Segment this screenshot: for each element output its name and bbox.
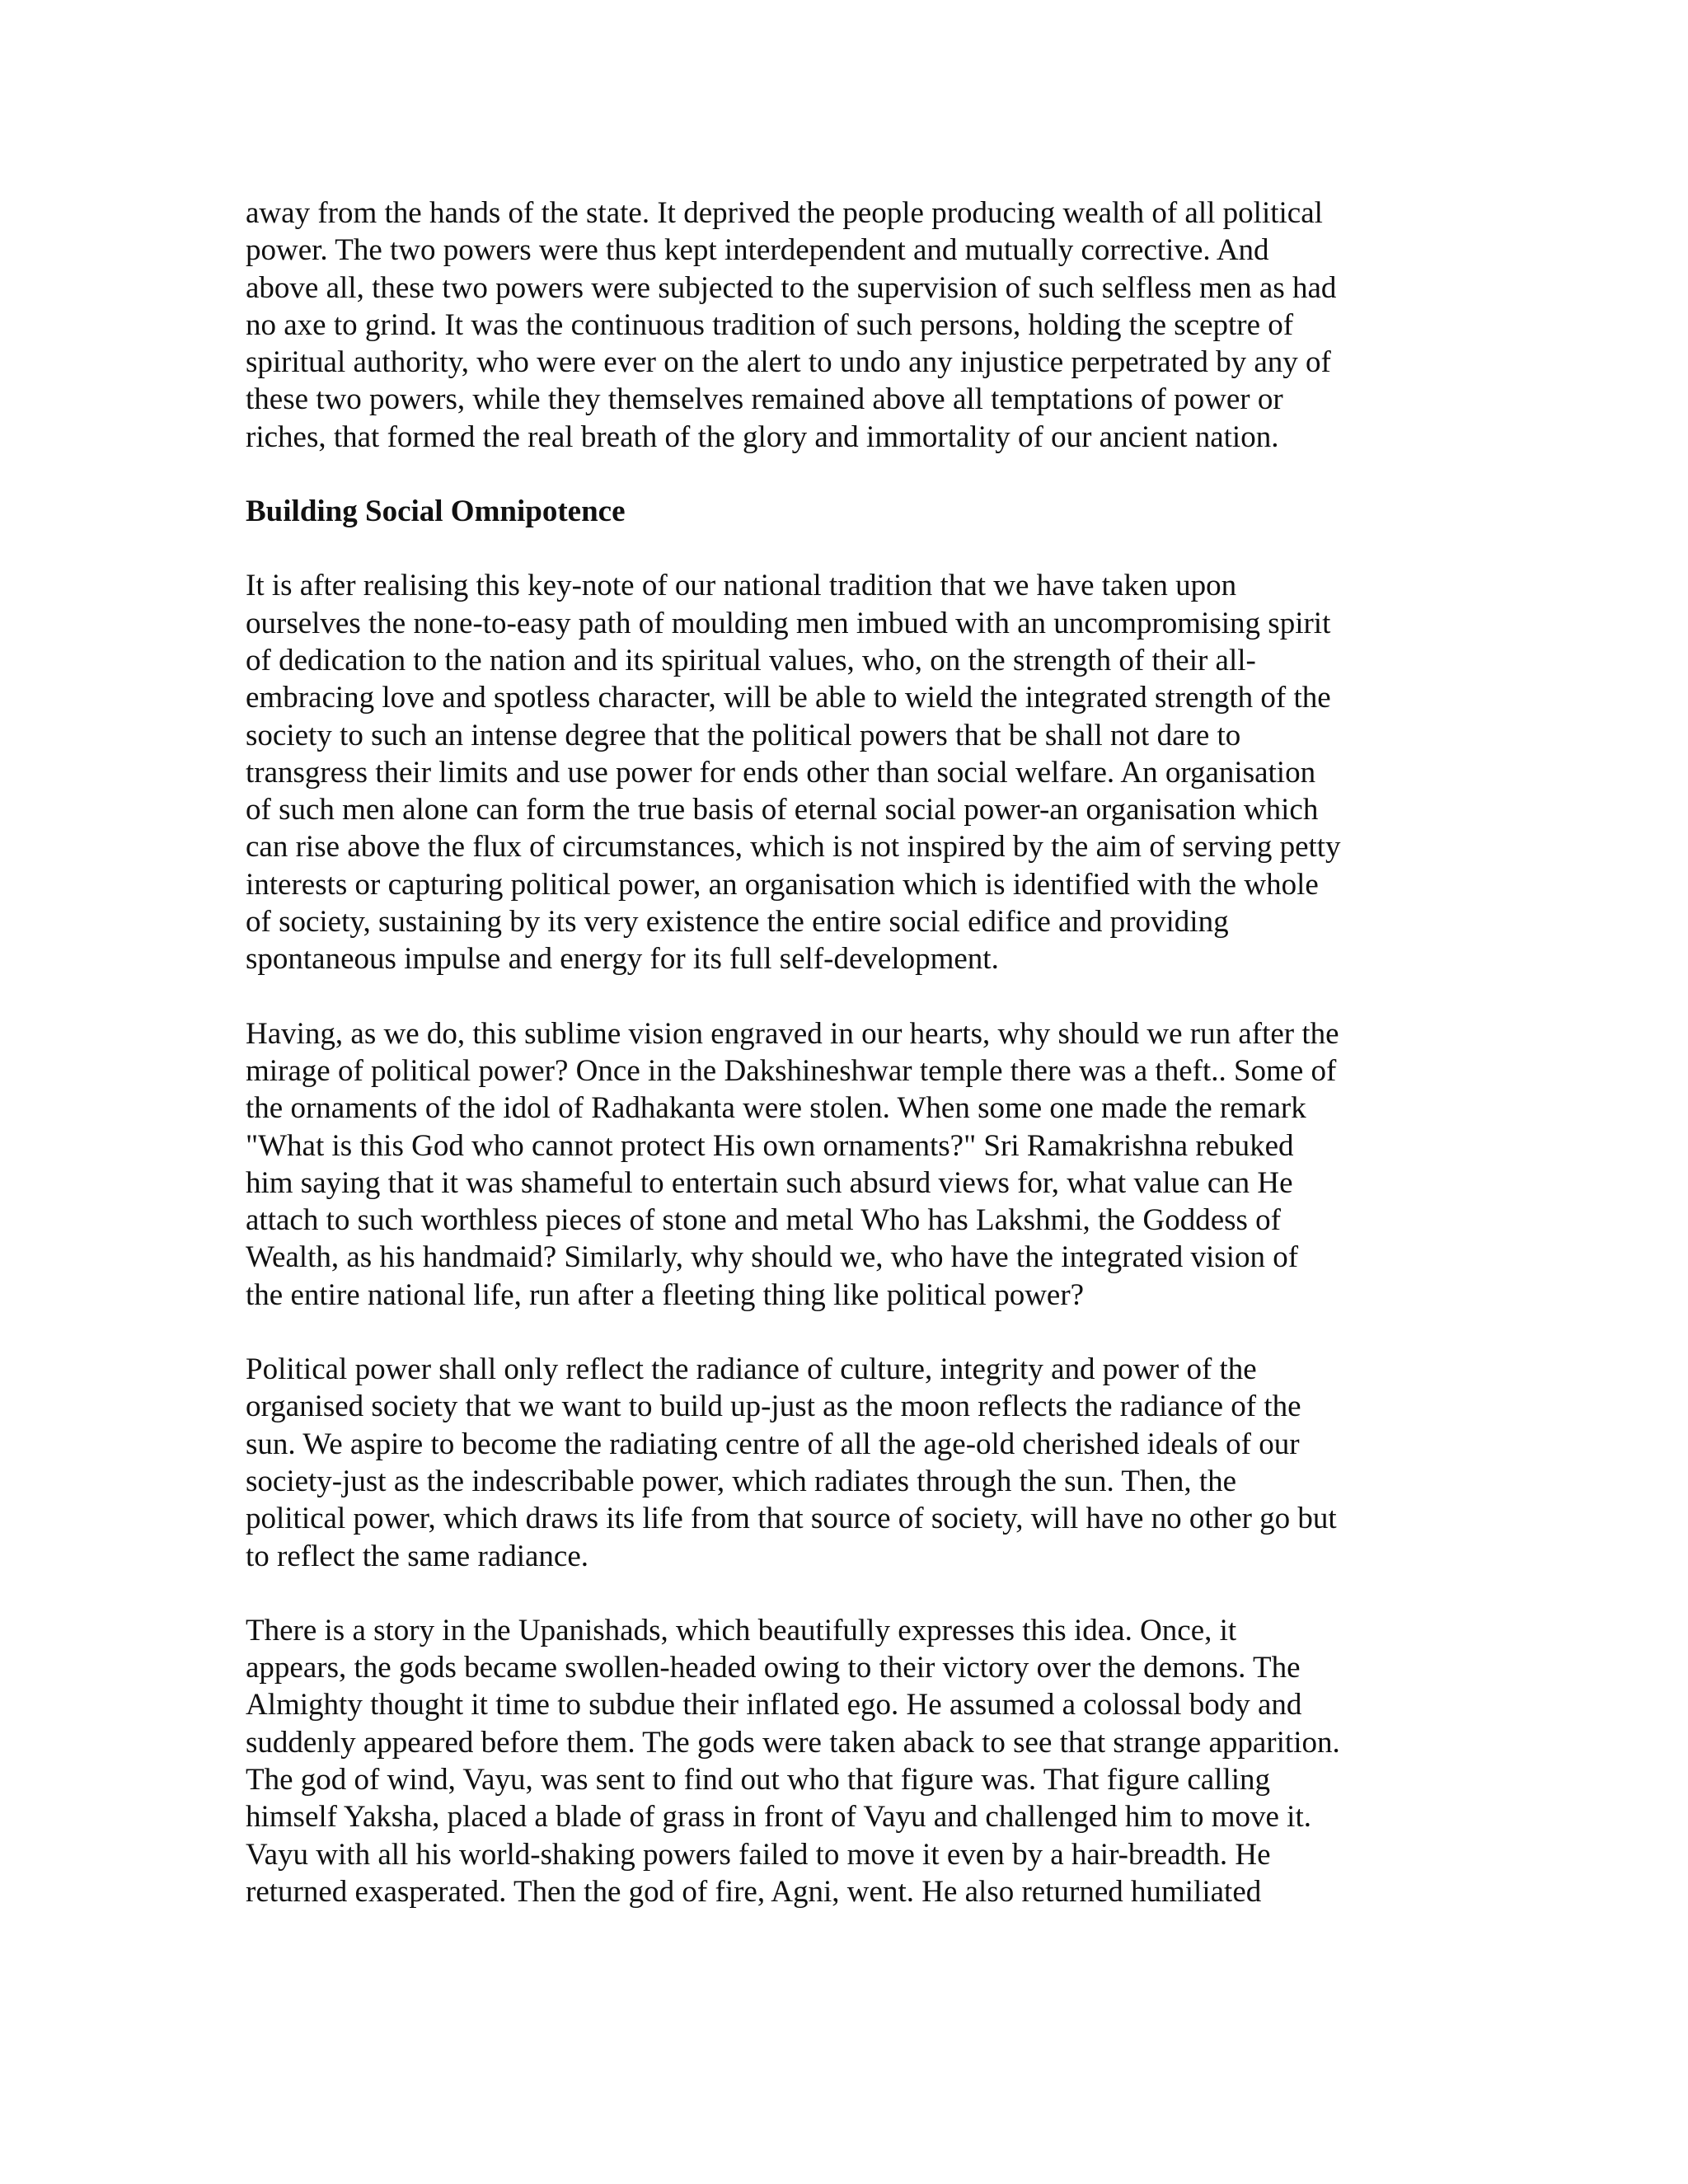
text-line: riches, that formed the real breath of the glory and immortality of our ancient nation. xyxy=(246,419,1279,454)
text-line: Almighty thought it time to subdue their inflated ego. He assumed a colossal body and xyxy=(246,1688,1302,1722)
text-line: sun. We aspire to become the radiating centre of all the age-old cherished ideals of our xyxy=(246,1427,1300,1461)
text-line: of dedication to the nation and its spiritual values, who, on the strength of their all- xyxy=(246,643,1256,677)
text-line: himself Yaksha, placed a blade of grass in front of Vayu and challenged him to move it. xyxy=(246,1800,1311,1835)
text-line: can rise above the flux of circumstances, which is not inspired by the aim of serving petty xyxy=(246,830,1341,865)
text-line: It is after realising this key-note of our national tradition that we have taken upon xyxy=(246,569,1237,603)
text-line: interests or capturing political power, an organisation which is identified with the whole xyxy=(246,867,1319,902)
text-line: Vayu with all his world-shaking powers failed to move it even by a hair-breadth. He xyxy=(246,1837,1271,1872)
paragraph-upanishads-story xyxy=(246,1612,1446,1910)
text-line: organised society that we want to build up-just as the moon reflects the radiance of the xyxy=(246,1390,1301,1424)
text-line: attach to such worthless pieces of stone and metal Who has Lakshmi, the Goddess of xyxy=(246,1203,1281,1238)
text-line: ourselves the none-to-easy path of moulding men imbued with an uncompromising spirit xyxy=(246,606,1331,640)
paragraph-political-power xyxy=(246,1351,1446,1575)
text-line: these two powers, while they themselves remained above all temptations of power or xyxy=(246,382,1283,417)
text-line: no axe to grind. It was the continuous tradition of such persons, holding the sceptre of xyxy=(246,307,1294,342)
text-line: "What is this God who cannot protect His own ornaments?" Sri Ramakrishna rebuked xyxy=(246,1128,1294,1163)
text-line: mirage of political power? Once in the Dakshineshwar temple there was a theft.. Some of xyxy=(246,1053,1337,1088)
text-line: him saying that it was shameful to entertain such absurd views for, what value can He xyxy=(246,1165,1293,1200)
text-line: the ornaments of the idol of Radhakanta were stolen. When some one made the remark xyxy=(246,1091,1306,1126)
text-line: Political power shall only reflect the radiance of culture, integrity and power of the xyxy=(246,1352,1257,1387)
text-line: Having, as we do, this sublime vision engraved in our hearts, why should we run after the xyxy=(246,1016,1339,1051)
text-line: above all, these two powers were subjected to the supervision of such selfless men as had xyxy=(246,270,1337,305)
text-line: of society, sustaining by its very existence the entire social edifice and providing xyxy=(246,905,1229,940)
text-line: suddenly appeared before them. The gods were taken aback to see that strange apparition. xyxy=(246,1725,1340,1760)
section-heading: Building Social Omnipotence xyxy=(246,494,626,529)
document-page xyxy=(246,194,1446,1947)
text-line: returned exasperated. Then the god of fire, Agni, went. He also returned humiliated xyxy=(246,1874,1262,1909)
text-line: spiritual authority, who were ever on the alert to undo any injustice perpetrated by any of xyxy=(246,345,1331,380)
text-line: the entire national life, run after a fleeting thing like political power? xyxy=(246,1277,1085,1312)
text-line: political power, which draws its life from that source of society, will have no other go but xyxy=(246,1502,1337,1536)
paragraph-state-powers xyxy=(246,194,1446,456)
text-line: power. The two powers were thus kept interdependent and mutually corrective. And xyxy=(246,233,1269,268)
text-line: society to such an intense degree that the political powers that be shall not dare to xyxy=(246,718,1241,752)
text-line: appears, the gods became swollen-headed owing to their victory over the demons. The xyxy=(246,1651,1301,1685)
text-line: transgress their limits and use power for ends other than social welfare. An organisation xyxy=(246,755,1316,790)
text-line: away from the hands of the state. It deprived the people producing wealth of all political xyxy=(246,196,1323,230)
text-line: The god of wind, Vayu, was sent to find out who that figure was. That figure calling xyxy=(246,1762,1271,1797)
text-line: spontaneous impulse and energy for its full self-development. xyxy=(246,942,999,977)
text-line: embracing love and spotless character, will be able to wield the integrated strength of the xyxy=(246,681,1331,715)
text-line: Wealth, as his handmaid? Similarly, why should we, who have the integrated vision of xyxy=(246,1240,1299,1275)
paragraph-national-tradition xyxy=(246,567,1446,977)
text-line: of such men alone can form the true basis of eternal social power-an organisation which xyxy=(246,793,1319,827)
text-line: There is a story in the Upanishads, which beautifully expresses this idea. Once, it xyxy=(246,1613,1237,1647)
text-line: to reflect the same radiance. xyxy=(246,1539,589,1573)
paragraph-sublime-vision xyxy=(246,1015,1446,1314)
text-line: society-just as the indescribable power, which radiates through the sun. Then, the xyxy=(246,1464,1237,1498)
